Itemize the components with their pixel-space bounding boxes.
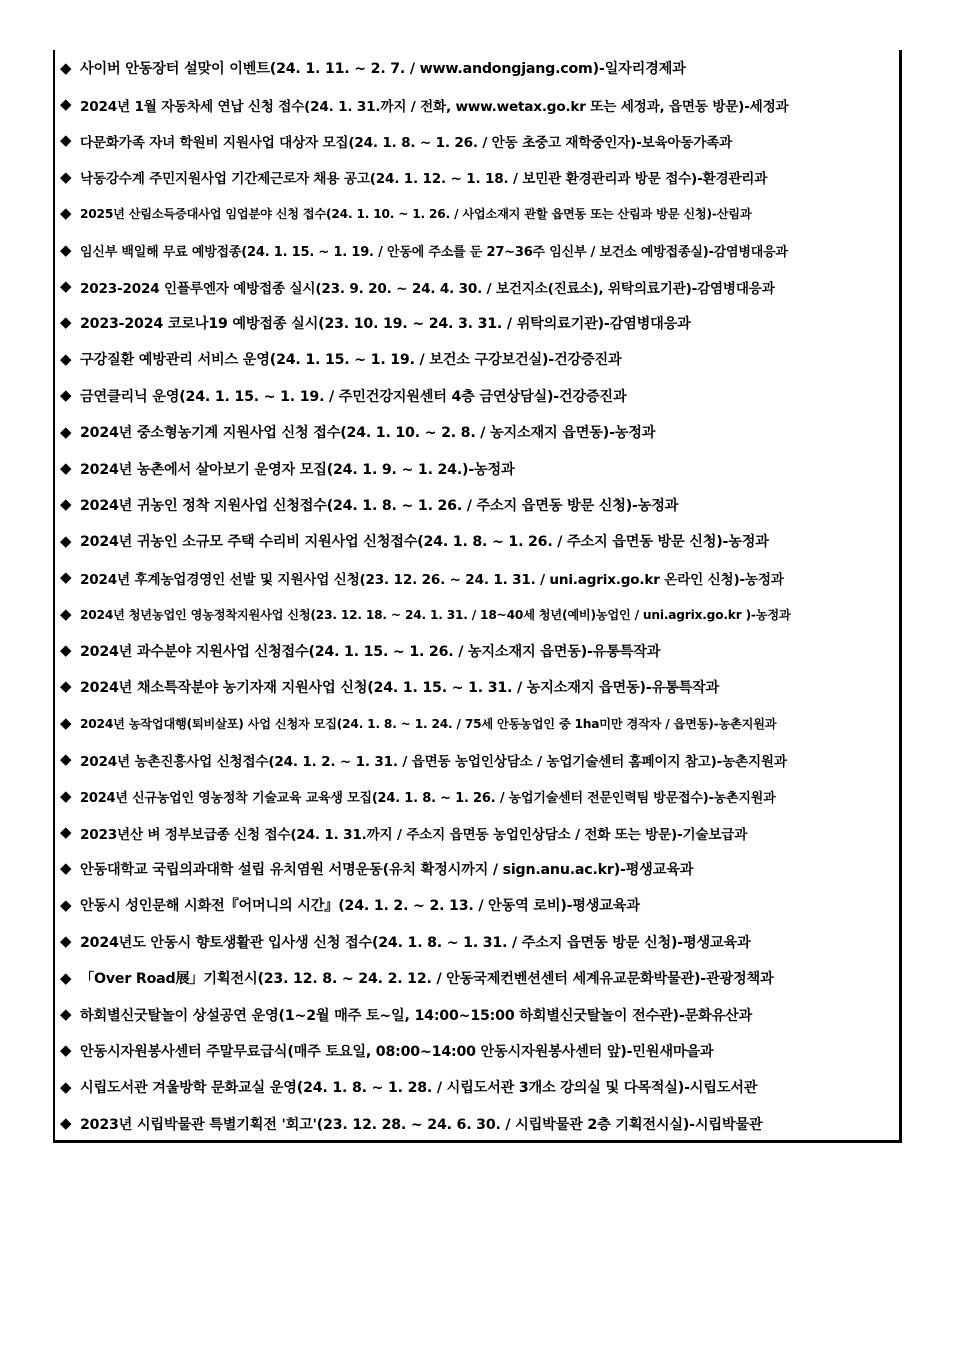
notice-text: 「Over Road展」기획전시(23. 12. 8. ~ 24. 2. 12. / 안동국제컨벤션센터 세계유교문화박물관)-관광정책과 [80,971,774,988]
list-item [60,632,897,668]
list-item [60,1033,897,1069]
list-item [60,596,897,632]
diamond-bullet-icon: ◆ [60,313,72,332]
notice-text: 2024년 중소형농기계 지원사업 신청 접수(24. 1. 10. ~ 2. 8. / 농지소재지 읍면동)-농정과 [80,425,656,442]
notice-text: 2024년 채소특작분야 농기자재 지원사업 신청(24. 1. 15. ~ 1. 31. / 농지소재지 읍면동)-유통특작과 [80,679,719,696]
list-item [60,924,897,960]
notice-text: 2025년 산림소득증대사업 임업분야 신청 접수(24. 1. 10. ~ 1. 26. / 사업소재지 관할 읍면동 또는 산림과 방문 신청)-산림과 [80,207,752,222]
diamond-bullet-icon: ◆ [60,167,72,186]
diamond-bullet-icon: ◆ [60,677,72,696]
diamond-bullet-icon: ◆ [60,277,72,296]
diamond-bullet-icon: ◆ [60,459,72,478]
list-item [60,996,897,1032]
list-item [60,341,897,377]
diamond-bullet-icon: ◆ [60,131,72,150]
diamond-bullet-icon: ◆ [60,713,72,732]
diamond-bullet-icon: ◆ [60,859,72,878]
list-item [60,86,897,122]
list-item [60,196,897,232]
diamond-bullet-icon: ◆ [60,495,72,514]
notice-text: 2024년 신규농업인 영농정착 기술교육 교육생 모집(24. 1. 8. ~ 1. 26. / 농업기술센터 전문인력팀 방문접수)-농촌지원과 [80,790,776,806]
list-item [60,1069,897,1105]
notice-text: 낙동강수계 주민지원사업 기간제근로자 채용 공고(24. 1. 12. ~ 1. 18. / 보민관 환경관리과 방문 접수)-환경관리과 [80,171,768,188]
diamond-bullet-icon: ◆ [60,1077,72,1096]
list-item [60,232,897,268]
notice-text: 2024년 후계농업경영인 선발 및 지원사업 신청(23. 12. 26. ~ 24. 1. 31. / uni.agrix.go.kr 온라인 신청)-농정과 [80,571,784,588]
list-item [60,123,897,159]
notice-text: 2024년 1월 자동차세 연납 신청 접수(24. 1. 31.까지 / 전화, www.wetax.go.kr 또는 세정과, 읍면동 방문)-세정과 [80,98,789,115]
list-item [60,414,897,450]
notice-text: 시립도서관 겨울방학 문화교실 운영(24. 1. 8. ~ 1. 28. / 시립도서관 3개소 강의실 및 다목적실)-시립도서관 [80,1080,758,1097]
list-item [60,1106,897,1142]
diamond-bullet-icon: ◆ [60,641,72,660]
diamond-bullet-icon: ◆ [60,895,72,914]
diamond-bullet-icon: ◆ [60,58,72,77]
notice-text: 안동대학교 국립의과대학 설립 유치염원 서명운동(유치 확정시까지 / sign.anu.ac.kr)-평생교육과 [80,861,694,878]
diamond-bullet-icon: ◆ [60,531,72,550]
notice-box [53,50,902,1143]
diamond-bullet-icon: ◆ [60,750,72,769]
diamond-bullet-icon: ◆ [60,204,72,223]
list-item [60,523,897,559]
list-item [60,305,897,341]
list-item [60,960,897,996]
diamond-bullet-icon: ◆ [60,240,72,259]
list-item [60,814,897,850]
notice-text: 2024년 과수분야 지원사업 신청접수(24. 1. 15. ~ 1. 26. / 농지소재지 읍면동)-유통특작과 [80,643,661,660]
notice-text: 2023년 시립박물관 특별기획전 '회고'(23. 12. 28. ~ 24. 6. 30. / 시립박물관 2층 기획전시실)-시립박물관 [80,1116,763,1133]
notice-text: 다문화가족 자녀 학원비 지원사업 대상자 모집(24. 1. 8. ~ 1. 26. / 안동 초중고 재학중인자)-보육아동가족과 [80,134,733,151]
list-item [60,560,897,596]
diamond-bullet-icon: ◆ [60,1114,72,1133]
notice-text: 2024년 귀농인 정착 지원사업 신청접수(24. 1. 8. ~ 1. 26. / 주소지 읍면동 방문 신청)-농정과 [80,497,679,514]
diamond-bullet-icon: ◆ [60,568,72,587]
diamond-bullet-icon: ◆ [60,823,72,842]
list-item [60,851,897,887]
notice-text: 2023-2024 코로나19 예방접종 실시(23. 10. 19. ~ 24. 3. 31. / 위탁의료기관)-감염병대응과 [80,315,691,332]
notice-text: 2024년 농촌진흥사업 신청접수(24. 1. 2. ~ 1. 31. / 읍면동 농업인상담소 / 농업기술센터 홈페이지 참고)-농촌지원과 [80,753,787,770]
notice-text: 임신부 백일해 무료 예방접종(24. 1. 15. ~ 1. 19. / 안동에 주소를 둔 27~36주 임신부 / 보건소 예방접종실)-감염병대응과 [80,244,788,260]
notice-text: 구강질환 예방관리 서비스 운영(24. 1. 15. ~ 1. 19. / 보건소 구강보건실)-건강증진과 [80,352,622,369]
list-item [60,159,897,195]
diamond-bullet-icon: ◆ [60,422,72,441]
notice-text: 2024년 농촌에서 살아보기 운영자 모집(24. 1. 9. ~ 1. 24.)-농정과 [80,461,515,478]
list-item [60,669,897,705]
notice-text: 안동시 성인문해 시화전『어머니의 시간』(24. 1. 2. ~ 2. 13. / 안동역 로비)-평생교육과 [80,898,640,915]
list-item [60,50,897,86]
list-item [60,742,897,778]
diamond-bullet-icon: ◆ [60,968,72,987]
diamond-bullet-icon: ◆ [60,932,72,951]
diamond-bullet-icon: ◆ [60,95,72,114]
list-item [60,378,897,414]
list-item [60,268,897,304]
diamond-bullet-icon: ◆ [60,349,72,368]
notice-text: 하회별신굿탈놀이 상설공연 운영(1~2월 매주 토~일, 14:00~15:00 하회별신굿탈놀이 전수관)-문화유산과 [80,1007,753,1024]
diamond-bullet-icon: ◆ [60,1005,72,1024]
list-item [60,778,897,814]
list-item [60,705,897,741]
diamond-bullet-icon: ◆ [60,786,72,805]
notice-text: 2024년 농작업대행(퇴비살포) 사업 신청자 모집(24. 1. 8. ~ 1. 24. / 75세 안동농업인 중 1ha미만 경작자 / 읍면동)-농촌지원과 [80,716,777,731]
list-item [60,487,897,523]
notice-text: 안동시자원봉사센터 주말무료급식(매주 토요일, 08:00~14:00 안동시자원봉사센터 앞)-민원새마을과 [80,1043,714,1060]
diamond-bullet-icon: ◆ [60,386,72,405]
notice-text: 2023년산 벼 정부보급종 신청 접수(24. 1. 31.까지 / 주소지 읍면동 농업인상담소 / 전화 또는 방문)-기술보급과 [80,826,748,843]
notice-text: 2023-2024 인플루엔자 예방접종 실시(23. 9. 20. ~ 24. 4. 30. / 보건지소(진료소), 위탁의료기관)-감염병대응과 [80,280,775,297]
notice-text: 사이버 안동장터 설맞이 이벤트(24. 1. 11. ~ 2. 7. / www.andongjang.com)-일자리경제과 [80,61,686,78]
notice-text: 금연클리닉 운영(24. 1. 15. ~ 1. 19. / 주민건강지원센터 4층 금연상담실)-건강증진과 [80,388,627,405]
list-item [60,450,897,486]
list-item [60,887,897,923]
diamond-bullet-icon: ◆ [60,1041,72,1060]
notice-text: 2024년 귀농인 소규모 주택 수리비 지원사업 신청접수(24. 1. 8. ~ 1. 26. / 주소지 읍면동 방문 신청)-농정과 [80,534,769,551]
notice-text: 2024년도 안동시 향토생활관 입사생 신청 접수(24. 1. 8. ~ 1. 31. / 주소지 읍면동 방문 신청)-평생교육과 [80,934,751,951]
notice-text: 2024년 청년농업인 영농정착지원사업 신청(23. 12. 18. ~ 24. 1. 31. / 18~40세 청년(예비)농업인 / uni.agrix.go.kr )-농정과 [80,607,791,622]
diamond-bullet-icon: ◆ [60,604,72,623]
